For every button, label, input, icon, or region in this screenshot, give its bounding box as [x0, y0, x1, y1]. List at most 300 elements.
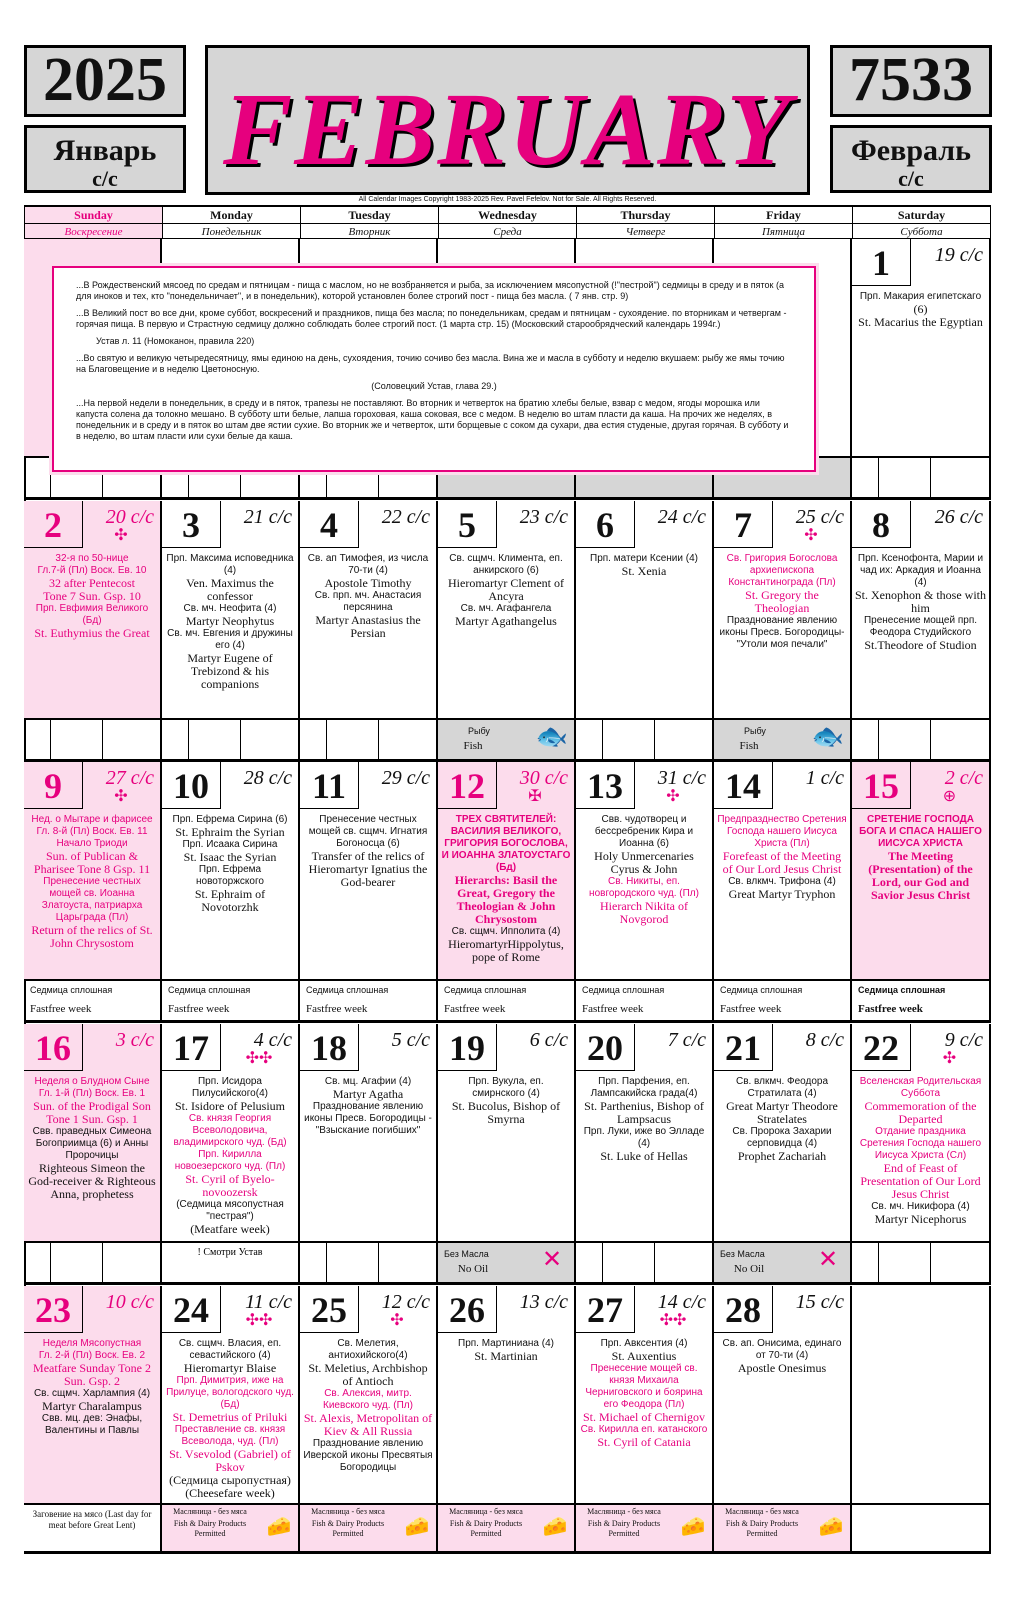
saint-name-ru: Св. Мелетия, антиохийского(4)	[328, 1338, 408, 1361]
saint-name-en: St. Ephraim of Novotorzhk	[194, 887, 266, 914]
month-title: FEBRUARY	[223, 72, 792, 187]
saint-name-ru: Св. сщмч. Харлампия (4)	[33, 1388, 151, 1399]
saints-list	[438, 553, 574, 628]
day-cell-27	[576, 1286, 714, 1504]
year-label: 2025	[43, 46, 167, 114]
fastfree-label-ru: Седмица сплошная	[582, 985, 665, 995]
fasting-strip	[852, 457, 991, 500]
meat-fast-note: Заговение на мясо (Last day for meat before Great Lent)	[32, 1509, 152, 1530]
saint-name-ru: Прп. Ефрема Сирина (6)	[172, 814, 288, 825]
saints-list	[714, 553, 850, 651]
day-cell-3	[162, 501, 300, 719]
day-number: 22	[852, 1024, 911, 1071]
old-calendar-date: 19 с/с	[934, 244, 983, 266]
saint-name-ru: Св. влкмч. Феодора Стратилата (4)	[735, 1076, 829, 1099]
saint-name-en: Ven. Maximus the confessor	[186, 576, 274, 603]
saints-list	[852, 814, 989, 902]
saint-name-en: St. Gregory the Theologian	[745, 588, 819, 615]
old-calendar-date: 1 с/с	[805, 767, 844, 789]
fasting-strip	[24, 980, 162, 1023]
ustav-paragraph: ...Во святую и великую четыредесятницу, ямы единою на день, сухоядения, точию сочиво без масла. Вина же и масла в субботу и неделю вкушаем: рыбу же ямы точию на Благовещение и в неделю Цветоносную.	[76, 353, 785, 374]
weekday-ru: Среда	[493, 226, 522, 238]
day-number: 23	[24, 1286, 83, 1333]
feast-rank-icon: ✣✣	[245, 1312, 273, 1329]
fasting-strip	[162, 980, 300, 1023]
ustav-paragraph: (Соловецкий Устав, глава 29.)	[371, 381, 497, 391]
fasting-strip	[576, 719, 714, 762]
no-oil-label-ru: Без Масла	[444, 1249, 489, 1259]
fasting-strip	[24, 719, 162, 762]
old-calendar-date: 24 с/с	[657, 506, 706, 528]
saint-name-en: St. Luke of Hellas	[600, 1149, 688, 1163]
fasting-strip	[162, 1242, 300, 1285]
saints-list	[576, 553, 712, 578]
no-oil-label-en: No Oil	[733, 1263, 765, 1275]
saint-name-ru: Прп. Ефрема новоторжского	[196, 864, 264, 887]
old-calendar-date: 31 с/с	[657, 767, 706, 789]
strip-divider	[878, 720, 879, 759]
saint-name-ru: Неделя о Блудном Сыне	[34, 1076, 150, 1087]
saint-name-en: St. Meletius, Archbishop of Antioch	[308, 1361, 428, 1388]
saint-name-en: Hierarchs: Basil the Great, Gregory the Theologian & John Chrysostom	[454, 873, 558, 926]
day-cell-18	[300, 1024, 438, 1242]
saint-name-en: Martyr Nicephorus	[874, 1212, 967, 1226]
day-number: 28	[714, 1286, 773, 1333]
saints-list	[300, 814, 436, 889]
fasting-strip	[300, 719, 438, 762]
saint-name-en: Martyr Agatha	[332, 1087, 404, 1101]
fasting-strip	[24, 1242, 162, 1285]
strip-divider	[102, 720, 103, 759]
fastfree-label-en: Fastfree week	[168, 1003, 230, 1015]
saint-name-ru: Празднование явлению иконы Пресв. Богородицы- "Утоли моя печали"	[719, 615, 845, 650]
saint-name-ru: Св. влкмч. Трифона (4)	[728, 876, 836, 887]
weekday-header-friday	[714, 205, 852, 239]
day-number: 27	[576, 1286, 635, 1333]
old-calendar-date: 28 с/с	[243, 767, 292, 789]
strip-divider	[654, 1243, 655, 1282]
saint-name-en: St. Isaac the Syrian	[183, 850, 277, 864]
saint-name-en: St. Cyril of Byelo-novoozersk	[185, 1172, 275, 1199]
saint-name-en: (Седмица сыропустная) (Cheesefare week)	[169, 1473, 291, 1500]
saint-name-ru: Св. прп. мч. Анастасия персянина	[314, 590, 422, 613]
fasting-strip	[162, 1504, 300, 1554]
day-number: 8	[852, 501, 911, 548]
weekday-ru: Суббота	[900, 226, 943, 238]
saint-name-ru: Свв. мц. дев: Энафы, Валентины и Павлы	[41, 1413, 143, 1436]
saint-name-en: Hieromartyr Clement of Ancyra	[448, 576, 564, 603]
cheesefare-label-en: Fish & Dairy Products Permitted	[449, 1519, 523, 1538]
saint-name-en: Apostole Timothy	[324, 576, 412, 590]
saint-name-en: Commemoration of the Departed	[864, 1099, 977, 1126]
day-cell-7	[714, 501, 852, 719]
saint-name-en: St. Xenophon & those with him	[855, 588, 986, 615]
old-calendar-date: 14 с/с	[657, 1291, 706, 1313]
era-year-label: 7533	[849, 46, 973, 114]
cheesefare-label-ru: Масляница - без мяса	[587, 1507, 661, 1516]
day-number: 4	[300, 501, 359, 548]
old-calendar-date: 30 с/с	[519, 767, 568, 789]
feast-rank-icon: ✣	[666, 788, 680, 805]
day-cell-28	[714, 1286, 852, 1504]
ustav-paragraph: ...На первой недели в понедельник, в среду и в пяток, трапезы не поставляют. Во вторник и четверток на братию хлебы белые, взвар с медом, ягоды морошка или капуста солена да толокно мешано. В субботу шти белые, лапша гороховая, каша соковая, все с медом. В неделю во штам пласти да каша. На прочих же неделях, в понедельник и в среду и в пяток во штам две ястии сухие. Во вторник же и четверток, шти борщевые с соком да сухари, два естия студеные, другая горячая. В субботу и в неделю, во штам пласти или сухи белые да каша.	[76, 398, 789, 441]
cheesefare-label-ru: Масляница - без мяса	[449, 1507, 523, 1516]
day-cell-16	[24, 1024, 162, 1242]
saint-name-en: The Meeting (Presentation) of the Lord, our God and Savior Jesus Christ	[868, 849, 973, 902]
right-month-sub: с/с	[898, 166, 924, 191]
saint-name-ru: Гл. 1-й (Пл) Воск. Ев. 1	[38, 1088, 146, 1099]
day-cell-8	[852, 501, 991, 719]
weekday-en: Friday	[715, 207, 852, 224]
saint-name-ru: Св. Никиты, еп. новгородского чуд. (Пл)	[589, 876, 699, 899]
old-calendar-date: 6 с/с	[529, 1029, 568, 1051]
strip-divider	[878, 1243, 879, 1282]
saint-name-ru: Прп. Евфимия Великого (Бд)	[35, 603, 149, 626]
fasting-strip	[24, 1504, 162, 1554]
saints-list	[714, 1338, 850, 1375]
strip-divider	[378, 1243, 379, 1282]
saint-name-ru: Прп. Вукула, еп. смирнского (4)	[468, 1076, 544, 1099]
cheesefare-label-en: Fish & Dairy Products Permitted	[587, 1519, 661, 1538]
saint-name-ru: Св. мц. Агафии (4)	[324, 1076, 412, 1087]
fish-label-en: Fish	[739, 740, 759, 752]
day-number: 5	[438, 501, 497, 548]
ustav-paragraph: ...В Великий пост во все дни, кроме суббот, воскресений и праздников, пища без масла; по понедельникам, средам и пятницам - сухоядение. по вторникам и четвергам - горячая пища. В первую и Страстную седмицу должно соблюдать более строгий пост. (1 марта стр. 15) (Московский старообрядческий календарь 1994г.)	[76, 308, 787, 329]
saint-name-en: Martyr Charalampus	[42, 1399, 142, 1413]
weekday-header-monday	[162, 205, 300, 239]
saint-name-en: Forefeast of the Meeting of Our Lord Jesus Christ	[722, 849, 842, 876]
weekday-ru: Воскресение	[64, 226, 123, 238]
strip-divider	[50, 458, 51, 497]
saint-name-ru: Св. сщмч. Ипполита (4)	[451, 926, 561, 937]
saint-name-ru: Св. мч. Неофита (4)	[183, 603, 277, 614]
day-cell-25	[300, 1286, 438, 1504]
fish-icon: 🐟	[811, 722, 845, 751]
fasting-strip	[300, 980, 438, 1023]
saints-list	[162, 814, 298, 914]
saint-name-en: Great Martyr Theodore Stratelates	[726, 1099, 838, 1126]
fastfree-label-en: Fastfree week	[444, 1003, 506, 1015]
fasting-strip	[852, 980, 991, 1023]
day-number: 15	[852, 762, 911, 809]
see-ustav-note: ! Смотри Устав	[197, 1247, 263, 1258]
old-calendar-date: 7 с/с	[667, 1029, 706, 1051]
weekday-en: Wednesday	[439, 207, 576, 224]
saint-name-en: Tone 7 Sun. Gsp. 10	[43, 589, 141, 603]
saints-list	[24, 553, 160, 640]
saints-list	[852, 1076, 989, 1226]
saints-list	[852, 291, 989, 329]
saint-name-ru: Прп. Ксенофонта, Марии и чад их: Аркадия и Иоанна (4)	[857, 553, 984, 588]
day-cell-19	[438, 1024, 576, 1242]
saint-name-ru: Св. сщмч. Власия, еп. севастийского (4)	[178, 1338, 282, 1361]
strip-divider	[378, 720, 379, 759]
old-calendar-date: 10 с/с	[105, 1291, 154, 1313]
fasting-strip	[576, 1504, 714, 1554]
weekday-en: Monday	[163, 207, 300, 224]
day-cell-14	[714, 762, 852, 980]
saint-name-en: Sun. of the Prodigal Son Tone 1 Sun. Gsp. 1	[33, 1099, 151, 1126]
fastfree-label-en: Fastfree week	[30, 1003, 92, 1015]
feast-rank-icon: ✣	[804, 527, 818, 544]
saint-name-ru: Пренесение мощей св. князя Михаила Черниговского и боярина его Феодора (Пл)	[585, 1363, 703, 1410]
saint-name-ru: Св. Пророка Захарии серповидца (4)	[732, 1126, 832, 1149]
strip-divider	[930, 1243, 931, 1282]
saints-list	[438, 1338, 574, 1363]
weekday-header-sunday	[24, 205, 162, 239]
saint-name-ru: Гл. 2-й (Пл) Воск. Ев. 2	[38, 1350, 146, 1361]
day-number: 17	[162, 1024, 221, 1071]
feast-rank-icon: ✣	[114, 527, 128, 544]
strip-divider	[326, 1243, 327, 1282]
strip-divider	[878, 458, 879, 497]
old-calendar-date: 8 с/с	[805, 1029, 844, 1051]
saint-name-en: 32 after Pentecost	[49, 576, 135, 590]
saint-name-ru: Преставление св. князя Всеволода, чуд. (Пл)	[174, 1424, 286, 1447]
cheesefare-label-ru: Масляница - без мяса	[311, 1507, 385, 1516]
fastfree-label-ru: Седмица сплошная	[444, 985, 527, 995]
cheesefare-label-ru: Масляница - без мяса	[725, 1507, 799, 1516]
saint-name-ru: Пренесение честных мощей св. сщмч. Игнатия Богоносца (6)	[308, 814, 428, 849]
saint-name-ru: Празднование явлению Иверской иконы Пресвятыя Богородицы	[303, 1438, 433, 1473]
saint-name-en: Meatfare Sunday Tone 2 Sun. Gsp. 2	[33, 1361, 151, 1388]
weekday-en: Thursday	[577, 207, 714, 224]
saint-name-ru: ТРЕХ СВЯТИТЕЛЕЙ: ВАСИЛИЯ ВЕЛИКОГО, ГРИГОРИЯ БОГОСЛОВА, И ИОАННА ЗЛАТОУСТАГО (Бд)	[441, 814, 571, 873]
dairy-icon: 🧀	[542, 1516, 568, 1538]
saint-name-ru: Св. ап Тимофея, из числа 70-ти (4)	[307, 553, 429, 576]
saint-name-en: St. Auxentius	[611, 1349, 677, 1363]
saint-name-ru: Пренесение честных мощей св. Иоанна Златоуста, патриарха Царьграда (Пл)	[41, 876, 143, 923]
fasting-strip	[714, 1504, 852, 1554]
fasting-strip	[852, 1242, 991, 1285]
feast-rank-icon: ✣	[390, 1312, 404, 1329]
no-oil-icon: ✕	[541, 1247, 563, 1273]
ustav-paragraph: ...В Рождественский мясоед по средам и пятницам - пища с маслом, но не возбраняется и рыба, за исключением мясопустной (!"пестрой") седмицы в среду и в пяток (а для иноков и тех, кто "понедельничает", и в понедельник), которой установлен более строгий пост - пища без масла. ( 7 янв. стр. 9)	[76, 280, 784, 301]
copyright-text: All Calendar Images Copyright 1983-2025 Rev. Pavel Fefelov. Not for Sale. All Rights Reserved.	[358, 196, 657, 203]
saint-name-en: Martyr Anastasius the Persian	[315, 613, 421, 640]
fastfree-label-en: Fastfree week	[306, 1003, 368, 1015]
dairy-icon: 🧀	[680, 1516, 706, 1538]
no-oil-label-en: No Oil	[457, 1263, 489, 1275]
saint-name-en: End of Feast of Presentation of Our Lord Jesus Christ	[860, 1161, 981, 1201]
fasting-strip	[438, 980, 576, 1023]
saints-list	[300, 1338, 436, 1474]
saint-name-ru: Предпразднество Сретения Господа нашего Иисуса Христа (Пл)	[717, 814, 847, 849]
saint-name-ru: Прп. Димитрия, иже на Прилуце, вологодского чуд. (Бд)	[166, 1375, 294, 1410]
saint-name-en: Hierarch Nikita of Novgorod	[600, 899, 688, 926]
saint-name-en: St.Theodore of Studion	[864, 638, 977, 652]
right-month-label: Февраль	[851, 134, 971, 167]
day-cell-12	[438, 762, 576, 980]
saint-name-ru: (Седмица мясопустная "пестрая")	[176, 1199, 284, 1222]
old-calendar-date: 15 с/с	[795, 1291, 844, 1313]
saint-name-ru: Прп. Мартиниана (4)	[458, 1338, 554, 1349]
day-number: 12	[438, 762, 497, 809]
saint-name-ru: 32-я по 50-нице	[55, 553, 129, 564]
era-year-box	[830, 45, 992, 117]
weekday-ru: Вторник	[348, 226, 391, 238]
day-number: 2	[24, 501, 83, 548]
old-calendar-date: 11 с/с	[245, 1291, 292, 1313]
day-cell-22	[852, 1024, 991, 1242]
day-cell-4	[300, 501, 438, 719]
fasting-strip	[162, 719, 300, 762]
saints-list	[576, 1076, 712, 1163]
saint-name-ru: Прп. Максима исповедника (4)	[166, 553, 294, 576]
day-number: 16	[24, 1024, 83, 1071]
day-number: 13	[576, 762, 635, 809]
left-month-sub: с/с	[92, 166, 118, 191]
fasting-strip	[576, 1242, 714, 1285]
weekday-header-wednesday	[438, 205, 576, 239]
saint-name-en: St. Parthenius, Bishop of Lampsacus	[584, 1099, 704, 1126]
saint-name-en: St. Macarius the Egyptian	[858, 315, 983, 329]
left-month-box	[24, 125, 186, 193]
saint-name-en: Righteous Simeon the God-receiver & Righteous Anna, prophetess	[28, 1161, 156, 1201]
strip-divider	[188, 720, 189, 759]
feast-rank-icon: ✠	[528, 788, 542, 805]
saint-name-ru: Прп. Авксентия (4)	[600, 1338, 688, 1349]
dairy-icon: 🧀	[404, 1516, 430, 1538]
strip-divider	[602, 1243, 603, 1282]
day-number: 7	[714, 501, 773, 548]
old-calendar-date: 2 с/с	[944, 767, 983, 789]
saint-name-ru: Свв. чудотворец и бессребреник Кира и Иоанна (6)	[594, 814, 694, 849]
old-calendar-date: 26 с/с	[934, 506, 983, 528]
saint-name-ru: Отдание праздника Сретения Господа нашего Иисуса Христа (Сл)	[859, 1126, 982, 1161]
saints-list	[300, 1076, 436, 1137]
saints-list	[300, 553, 436, 640]
fasting-strip	[852, 1504, 991, 1554]
saint-name-en: HieromartyrHippolytus, pope of Rome	[448, 937, 564, 964]
cheesefare-label-en: Fish & Dairy Products Permitted	[311, 1519, 385, 1538]
saints-list	[438, 814, 574, 964]
saints-list	[576, 814, 712, 926]
day-number: 1	[852, 239, 911, 286]
no-oil-icon: ✕	[817, 1247, 839, 1273]
day-number: 20	[576, 1024, 635, 1071]
saint-name-ru: Св. князя Георгия Всеволодовича, владимирского чуд. (Бд)	[173, 1113, 287, 1148]
saint-name-ru: Пренесение мощей прп. Феодора Студийского	[863, 615, 978, 638]
fish-label-en: Fish	[463, 740, 483, 752]
day-cell-15	[852, 762, 991, 980]
saint-name-en: St. Cyril of Catania	[597, 1435, 691, 1449]
old-calendar-date: 29 с/с	[381, 767, 430, 789]
saints-list	[852, 553, 989, 652]
old-calendar-date: 23 с/с	[519, 506, 568, 528]
weekday-ru: Четверг	[625, 226, 666, 238]
old-calendar-date: 12 с/с	[381, 1291, 430, 1313]
saint-name-ru: Свв. праведных Симеона Богоприимца (6) и Анны Пророчицы	[32, 1126, 152, 1161]
old-calendar-date: 22 с/с	[381, 506, 430, 528]
cheesefare-label-en: Fish & Dairy Products Permitted	[173, 1519, 247, 1538]
saint-name-ru: Св. сщмч. Климента, еп. анкирского (6)	[449, 553, 563, 576]
saint-name-en: St. Martinian	[474, 1349, 538, 1363]
strip-divider	[50, 1243, 51, 1282]
strip-divider	[326, 720, 327, 759]
saint-name-ru: Прп. Исидора Пилусийского(4)	[192, 1076, 268, 1099]
saints-list	[714, 814, 850, 901]
saint-name-ru: Св. Алексия, митр. Киевского чуд. (Пл)	[323, 1388, 413, 1411]
saint-name-ru: Празднование явлению иконы Пресв. Богородицы - "Взыскание погибших"	[304, 1101, 432, 1136]
saint-name-en: St. Euthymius the Great	[34, 626, 150, 640]
saint-name-en: Apostle Onesimus	[737, 1361, 827, 1375]
old-calendar-date: 3 с/с	[115, 1029, 154, 1051]
fasting-strip	[576, 980, 714, 1023]
old-calendar-date: 13 с/с	[519, 1291, 568, 1313]
fasting-strip	[438, 1504, 576, 1554]
title-box	[205, 45, 810, 195]
saint-name-en: Prophet Zachariah	[737, 1149, 827, 1163]
day-number: 19	[438, 1024, 497, 1071]
day-number: 18	[300, 1024, 359, 1071]
day-cell-10	[162, 762, 300, 980]
day-number: 14	[714, 762, 773, 809]
weekday-header-tuesday	[300, 205, 438, 239]
fastfree-label-en: Fastfree week	[858, 1003, 923, 1015]
fastfree-label-ru: Седмица сплошная	[168, 985, 251, 995]
feast-rank-icon: ✣	[942, 1050, 957, 1067]
saint-name-en: Martyr Neophytus	[185, 614, 275, 628]
year-box	[24, 45, 186, 117]
fasting-strip	[438, 719, 576, 762]
day-cell-1	[852, 239, 991, 457]
feast-rank-icon: ✣✣	[245, 1050, 273, 1067]
fastfree-label-ru: Седмица сплошная	[30, 985, 113, 995]
day-number: 24	[162, 1286, 221, 1333]
saint-name-ru: Вселенская Родительская Суббота	[859, 1076, 982, 1099]
saints-list	[162, 1338, 298, 1500]
cheesefare-label-en: Fish & Dairy Products Permitted	[725, 1519, 799, 1538]
old-calendar-date: 4 с/с	[253, 1029, 292, 1051]
feast-rank-icon: ✣	[114, 788, 128, 805]
saints-list	[24, 1338, 160, 1437]
saint-name-en: (Meatfare week)	[190, 1222, 270, 1236]
saint-name-ru: Св. мч. Агафангела	[460, 603, 552, 614]
saint-name-en: St. Michael of Chernigov	[583, 1410, 705, 1424]
feast-rank-icon: ✣✣	[659, 1312, 687, 1329]
saint-name-en: Transfer of the relics of Hieromartyr Ignatius the God-bearer	[308, 849, 428, 889]
saint-name-ru: Св. Кирилла еп. катанского	[580, 1424, 708, 1435]
fastfree-label-en: Fastfree week	[582, 1003, 644, 1015]
saint-name-ru: Прп. Луки, иже во Элладе (4)	[583, 1126, 705, 1149]
saints-list	[714, 1076, 850, 1163]
saint-name-en: St. Xenia	[621, 564, 667, 578]
empty-day-cell	[852, 1286, 991, 1504]
fastfree-label-ru: Седмица сплошная	[858, 985, 946, 995]
ustav-paragraph: Устав л. 11 (Номоканон, правила 220)	[96, 336, 255, 346]
saint-name-en: Sun. of Publican & Pharisee Tone 8 Gsp. 11	[33, 849, 151, 876]
fasting-strip	[714, 719, 852, 762]
day-number: 6	[576, 501, 635, 548]
day-cell-13	[576, 762, 714, 980]
day-cell-5	[438, 501, 576, 719]
saint-name-en: Martyr Agathangelus	[455, 614, 557, 628]
old-calendar-date: 20 с/с	[105, 506, 154, 528]
saint-name-ru: Прп. Кирилла новоезерского чуд. (Пл)	[174, 1149, 286, 1172]
saint-name-ru: Гл.7-й (Пл) Воск. Ев. 10	[37, 565, 147, 576]
saint-name-ru: Начало Триоди	[56, 838, 128, 849]
day-number: 10	[162, 762, 221, 809]
saint-name-ru: Прп. Макария египетскаго	[859, 291, 982, 302]
saints-list	[24, 1076, 160, 1201]
weekday-en: Sunday	[25, 207, 162, 224]
saint-name-en: St. Ephraim the Syrian	[175, 825, 285, 839]
fasting-strip	[714, 1242, 852, 1285]
saint-name-ru: Прп. Парфения, еп. Лампсакийска града(4)	[590, 1076, 698, 1099]
saint-name-en: Holy Unmercenaries Cyrus & John	[594, 849, 694, 876]
day-number: 25	[300, 1286, 359, 1333]
